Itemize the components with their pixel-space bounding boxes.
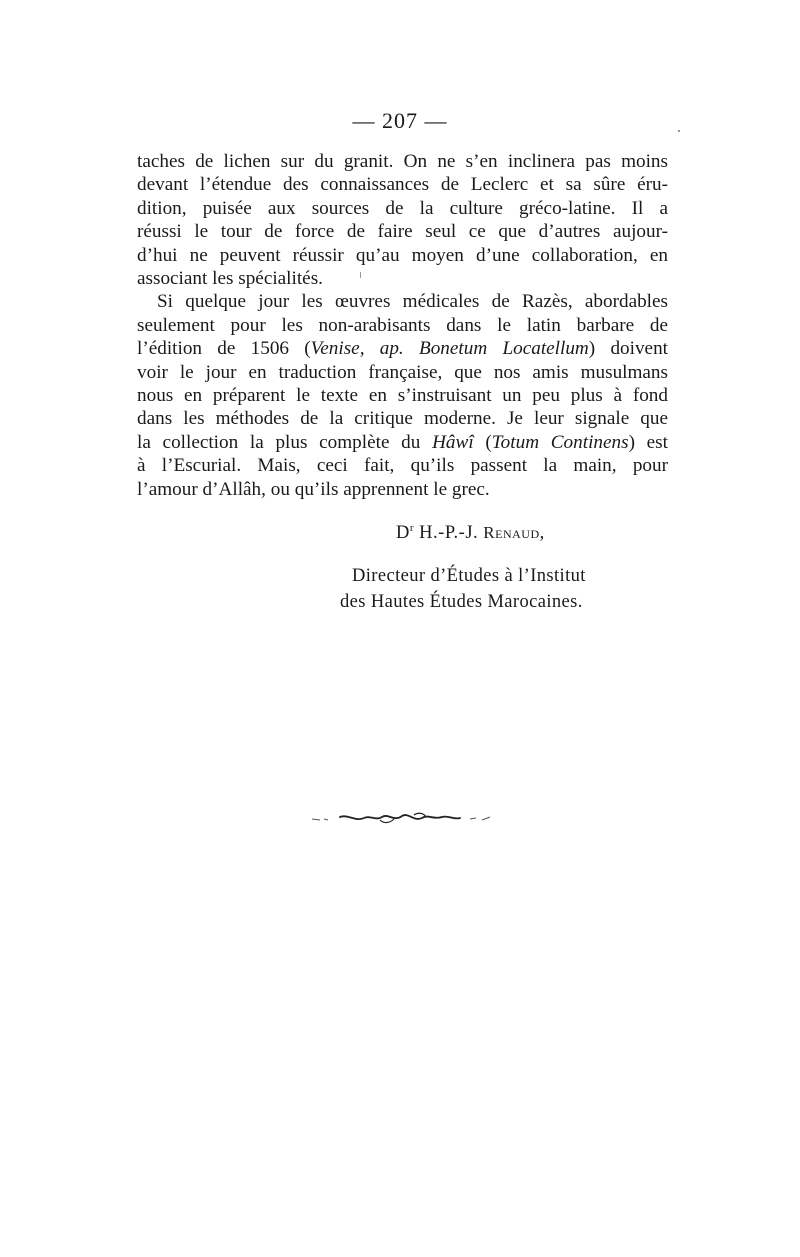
- ornament-divider-icon: [310, 808, 496, 828]
- text-line: réussi le tour de force de faire seul ce que d’autres aujour-: [137, 221, 668, 243]
- text-line: associant les spécialités.: [137, 268, 323, 290]
- text-line: à l’Escurial. Mais, ceci fait, qu’ils passent la main, pour: [137, 455, 668, 477]
- text-line: dans les méthodes de la critique moderne. Je leur signale que: [137, 408, 668, 430]
- text-fragment: (: [473, 431, 492, 453]
- text-line: dition, puisée aux sources de la culture gréco-latine. Il a: [137, 197, 668, 219]
- italic-title: Totum Continens: [491, 431, 629, 453]
- text-fragment: ) est: [628, 431, 668, 453]
- author-signature: [396, 522, 545, 544]
- text-fragment: la collection la plus complète du: [137, 431, 433, 453]
- text-fragment: ) doivent: [588, 338, 668, 360]
- text-line: l’amour d’Allâh, ou qu’ils apprennent le grec.: [137, 478, 490, 500]
- text-line: seulement pour les non-arabisants dans le latin barbare de: [137, 314, 668, 336]
- text-line: devant l’étendue des connaissances de Leclerc et sa sûre éru-: [137, 174, 668, 196]
- text-line: [137, 431, 668, 454]
- text-line: d’hui ne peuvent réussir qu’au moyen d’une collaboration, en: [137, 244, 668, 266]
- signature-initials: H.-P.-J.: [414, 523, 484, 544]
- text-fragment: l’édition de 1506 (: [137, 338, 311, 360]
- affiliation-line-2: des Hautes Études Marocaines.: [340, 592, 583, 612]
- text-line: Si quelque jour les œuvres médicales de Razès, abordables: [157, 291, 668, 313]
- text-line: taches de lichen sur du granit. On ne s’en inclinera pas moins: [137, 151, 668, 172]
- signature-surname: Renaud: [483, 523, 540, 543]
- italic-citation: Venise, ap. Bonetum Locatellum: [310, 338, 589, 360]
- page-number: — 207 —: [352, 108, 448, 133]
- text-line: voir le jour en traduction française, que nos amis musulmans: [137, 361, 668, 383]
- body-text: [137, 150, 668, 501]
- scan-speck: [360, 272, 361, 278]
- text-line: [137, 337, 668, 360]
- scan-speck: [678, 130, 680, 132]
- affiliation-line-1: Directeur d’Études à l’Institut: [352, 566, 586, 586]
- signature-superscript: r: [409, 522, 415, 534]
- text-line: nous en préparent le texte en s’instruisant un peu plus à fond: [137, 385, 668, 407]
- italic-title: Hâwî: [432, 431, 474, 453]
- signature-suffix: ,: [539, 523, 545, 544]
- signature-prefix: D: [396, 523, 410, 544]
